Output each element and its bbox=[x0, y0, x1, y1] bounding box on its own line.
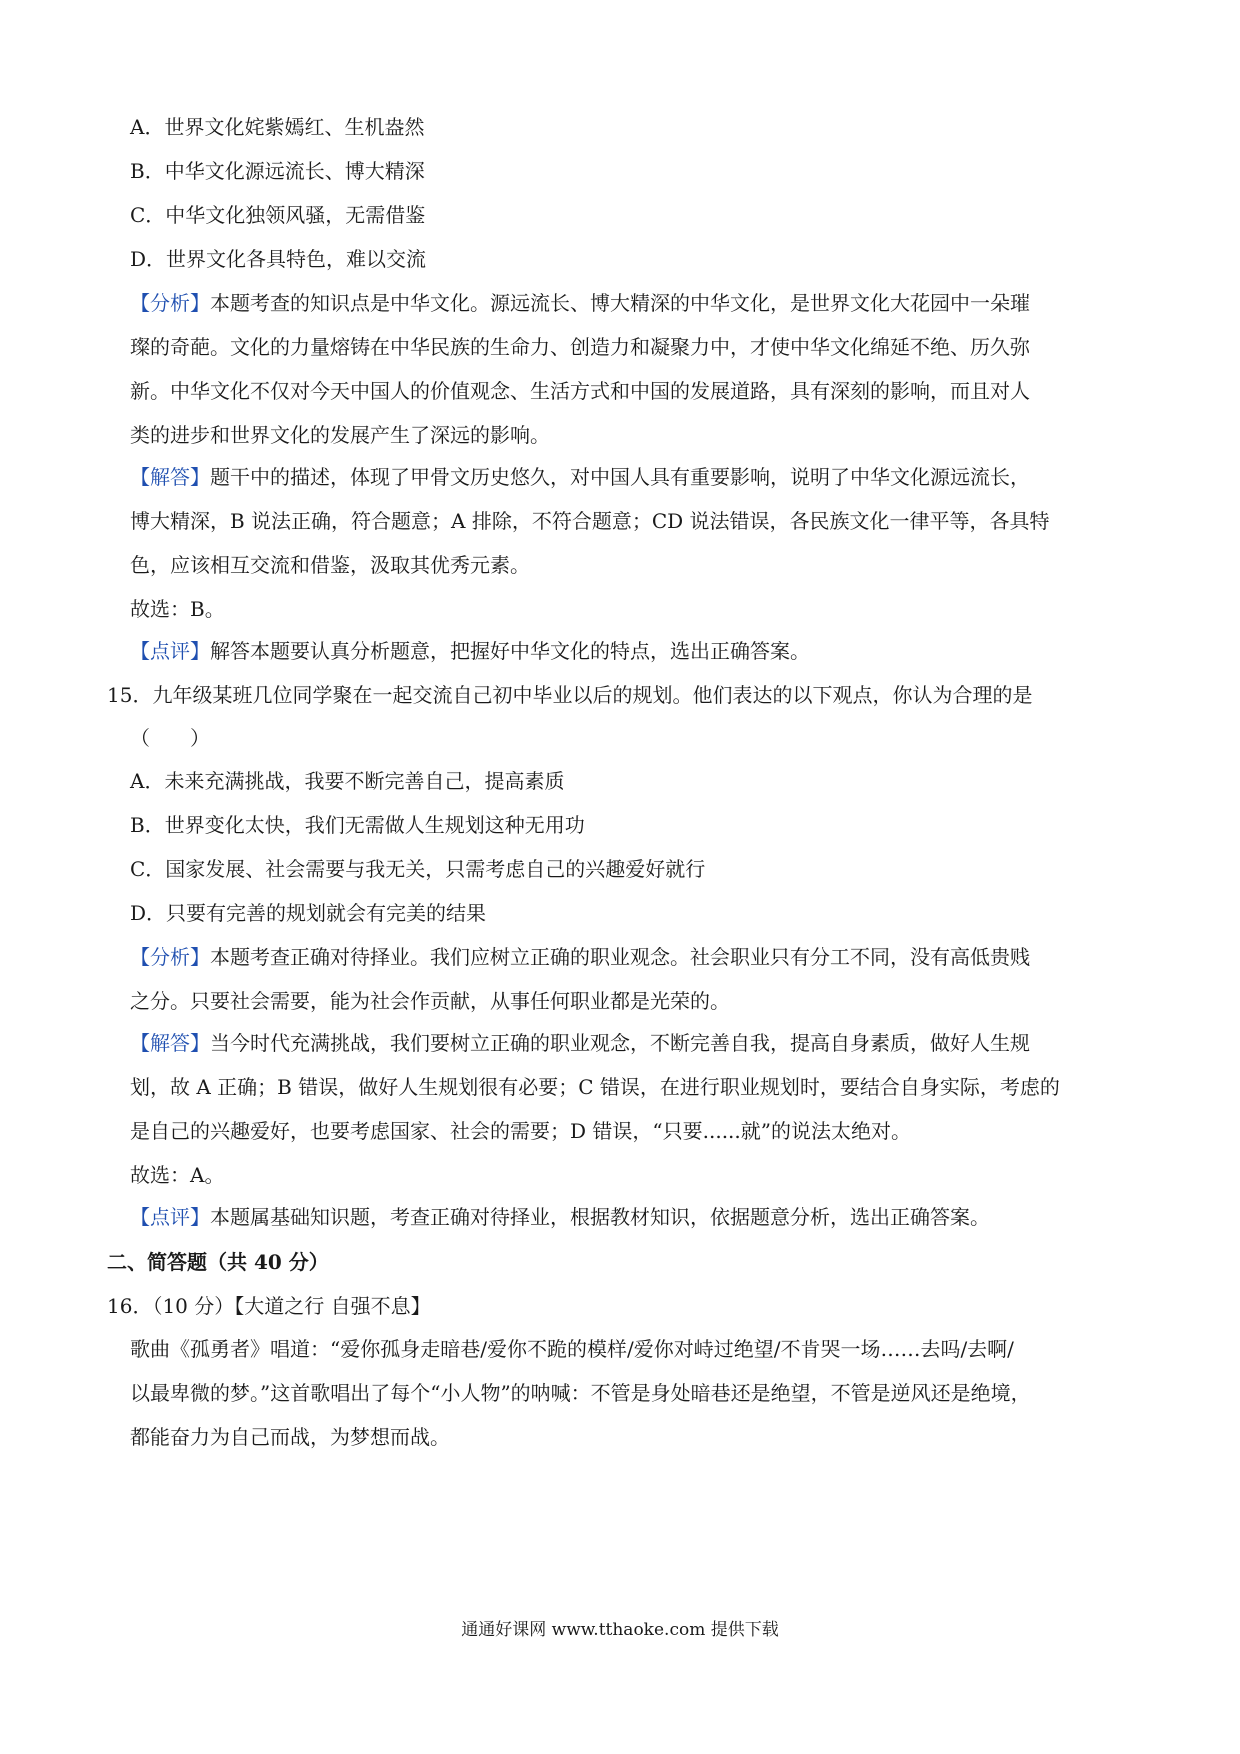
q14-answer-line-2: 博大精深，B 说法正确，符合题意；A 排除，不符合题意；CD 说法错误，各民族文化一律平等，各具特 bbox=[130, 509, 1050, 533]
q15-option-a: A．未来充满挑战，我要不断完善自己，提高素质 bbox=[130, 769, 565, 793]
q15-option-b: B．世界变化太快，我们无需做人生规划这种无用功 bbox=[130, 813, 585, 837]
q15-comment bbox=[130, 1203, 990, 1231]
q15-blank: （ ） bbox=[130, 726, 210, 750]
q14-option-c: C．中华文化独领风骚，无需借鉴 bbox=[130, 203, 426, 227]
analysis-tag: 【分析】 bbox=[130, 945, 210, 969]
q14-choice: 故选：B。 bbox=[130, 597, 225, 621]
q14-answer-line-1 bbox=[130, 463, 1030, 491]
q14-answer-line-3: 色，应该相互交流和借鉴，汲取其优秀元素。 bbox=[130, 553, 530, 577]
q15-stem: 15．九年级某班几位同学聚在一起交流自己初中毕业以后的规划。他们表达的以下观点，你认为合理的是 bbox=[107, 683, 1033, 707]
q15-answer-line-2: 划，故 A 正确；B 错误，做好人生规划很有必要；C 错误，在进行职业规划时，要结合自身实际，考虑的 bbox=[130, 1075, 1060, 1099]
q14-option-a: A．世界文化姹紫嫣红、生机盎然 bbox=[130, 115, 425, 139]
answer-text: 当今时代充满挑战，我们要树立正确的职业观念，不断完善自我，提高自身素质，做好人生规 bbox=[210, 1031, 1030, 1055]
q14-option-d: D．世界文化各具特色，难以交流 bbox=[130, 247, 427, 271]
q14-analysis-line-3: 新。中华文化不仅对今天中国人的价值观念、生活方式和中国的发展道路，具有深刻的影响，而且对人 bbox=[130, 379, 1030, 403]
section-heading: 二、简答题（共 40 分） bbox=[107, 1250, 329, 1274]
answer-tag: 【解答】 bbox=[130, 465, 210, 489]
analysis-tag: 【分析】 bbox=[130, 291, 210, 315]
comment-tag: 【点评】 bbox=[130, 639, 210, 663]
comment-text: 解答本题要认真分析题意，把握好中华文化的特点，选出正确答案。 bbox=[210, 639, 810, 663]
q14-analysis-line-2: 璨的奇葩。文化的力量熔铸在中华民族的生命力、创造力和凝聚力中，才使中华文化绵延不绝、历久弥 bbox=[130, 335, 1030, 359]
q14-option-b: B．中华文化源远流长、博大精深 bbox=[130, 159, 425, 183]
comment-tag: 【点评】 bbox=[130, 1205, 210, 1229]
page-footer: 通通好课网 www.tthaoke.com 提供下载 bbox=[461, 1620, 779, 1640]
q15-option-d: D．只要有完善的规划就会有完美的结果 bbox=[130, 901, 487, 925]
q15-answer-line-1 bbox=[130, 1029, 1030, 1057]
q16-passage-line-3: 都能奋力为自己而战，为梦想而战。 bbox=[130, 1425, 450, 1449]
q15-choice: 故选：A。 bbox=[130, 1163, 225, 1187]
q14-analysis-line-4: 类的进步和世界文化的发展产生了深远的影响。 bbox=[130, 423, 550, 447]
q14-comment bbox=[130, 637, 810, 665]
comment-text: 本题属基础知识题，考查正确对待择业，根据教材知识，依据题意分析，选出正确答案。 bbox=[210, 1205, 990, 1229]
q15-analysis-line-1 bbox=[130, 943, 1030, 971]
q14-analysis-line-1 bbox=[130, 289, 1030, 317]
q15-answer-line-3: 是自己的兴趣爱好，也要考虑国家、社会的需要；D 错误，“只要......就”的说法太绝对。 bbox=[130, 1119, 911, 1143]
analysis-text: 本题考查正确对待择业。我们应树立正确的职业观念。社会职业只有分工不同，没有高低贵贱 bbox=[210, 945, 1030, 969]
answer-tag: 【解答】 bbox=[130, 1031, 210, 1055]
q15-analysis-line-2: 之分。只要社会需要，能为社会作贡献，从事任何职业都是光荣的。 bbox=[130, 989, 730, 1013]
analysis-text: 本题考查的知识点是中华文化。源远流长、博大精深的中华文化，是世界文化大花园中一朵璀 bbox=[210, 291, 1030, 315]
q16-passage-line-1: 歌曲《孤勇者》唱道：“爱你孤身走暗巷/爱你不跪的模样/爱你对峙过绝望/不肯哭一场……去吗/去啊/ bbox=[130, 1337, 1014, 1361]
q16-stem: 16．（10 分）【大道之行 自强不息】 bbox=[107, 1294, 431, 1318]
answer-text: 题干中的描述，体现了甲骨文历史悠久，对中国人具有重要影响，说明了中华文化源远流长， bbox=[210, 465, 1030, 489]
q16-passage-line-2: 以最卑微的梦。”这首歌唱出了每个“小人物”的呐喊：不管是身处暗巷还是绝望，不管是逆风还是绝境， bbox=[130, 1381, 1031, 1405]
q15-option-c: C．国家发展、社会需要与我无关，只需考虑自己的兴趣爱好就行 bbox=[130, 857, 706, 881]
